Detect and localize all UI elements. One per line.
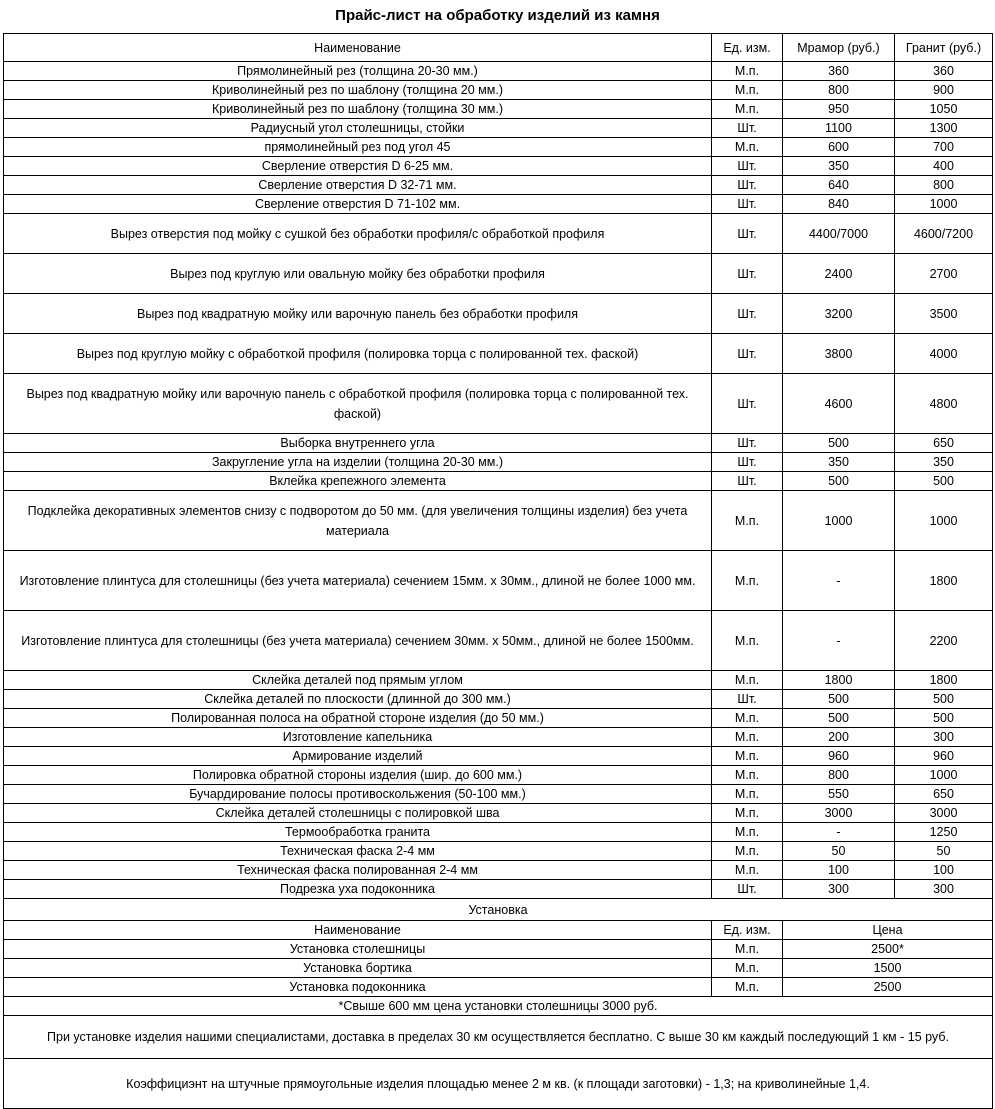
delivery-note: При установке изделия нашими специалистами, доставка в пределах 30 км осуществляется бесплатно. С выше 30 км каждый последующий 1 км - 15 руб. <box>4 1016 993 1059</box>
row-marble: 3800 <box>783 334 895 374</box>
row-marble: - <box>783 611 895 671</box>
table-row <box>4 100 993 119</box>
row-unit: М.п. <box>712 728 783 747</box>
row-unit: М.п. <box>712 709 783 728</box>
row-marble: 4600 <box>783 374 895 434</box>
installation-unit: М.п. <box>712 978 783 997</box>
installation-section-row <box>4 899 993 921</box>
row-granite: 500 <box>895 472 993 491</box>
row-name: Бучардирование полосы противоскольжения (50-100 мм.) <box>4 785 712 804</box>
row-name: Сверление отверстия D 71-102 мм. <box>4 195 712 214</box>
table-row <box>4 728 993 747</box>
table-row <box>4 138 993 157</box>
delivery-note-row <box>4 1016 993 1059</box>
installation-name: Установка столешницы <box>4 940 712 959</box>
row-unit: М.п. <box>712 138 783 157</box>
row-unit: Шт. <box>712 157 783 176</box>
table-row <box>4 690 993 709</box>
row-unit: Шт. <box>712 472 783 491</box>
row-marble: 500 <box>783 472 895 491</box>
row-granite: 350 <box>895 453 993 472</box>
row-marble: 500 <box>783 709 895 728</box>
row-unit: Шт. <box>712 434 783 453</box>
row-granite: 2700 <box>895 254 993 294</box>
row-granite: 1250 <box>895 823 993 842</box>
row-marble: 1100 <box>783 119 895 138</box>
row-marble: 4400/7000 <box>783 214 895 254</box>
row-marble: 960 <box>783 747 895 766</box>
installation-header-row <box>4 921 993 940</box>
row-name: Вклейка крепежного элемента <box>4 472 712 491</box>
installation-row <box>4 959 993 978</box>
table-row <box>4 785 993 804</box>
row-granite: 500 <box>895 690 993 709</box>
row-granite: 50 <box>895 842 993 861</box>
row-name: Криволинейный рез по шаблону (толщина 30 мм.) <box>4 100 712 119</box>
row-name: Выборка внутреннего угла <box>4 434 712 453</box>
table-row <box>4 176 993 195</box>
row-name: Полировка обратной стороны изделия (шир. до 600 мм.) <box>4 766 712 785</box>
row-marble: 840 <box>783 195 895 214</box>
row-name: Склейка деталей по плоскости (длинной до 300 мм.) <box>4 690 712 709</box>
row-name: Вырез под квадратную мойку или варочную панель с обработкой профиля (полировка торца с полированной тех. фаской) <box>4 374 712 434</box>
row-unit: М.п. <box>712 81 783 100</box>
installation-footnote: *Свыше 600 мм цена установки столешницы 3000 руб. <box>4 997 993 1016</box>
row-granite: 1000 <box>895 491 993 551</box>
row-granite: 300 <box>895 728 993 747</box>
table-row <box>4 747 993 766</box>
row-name: Вырез отверстия под мойку с сушкой без обработки профиля/с обработкой профиля <box>4 214 712 254</box>
row-granite: 4000 <box>895 334 993 374</box>
row-name: Криволинейный рез по шаблону (толщина 20 мм.) <box>4 81 712 100</box>
row-granite: 1300 <box>895 119 993 138</box>
row-marble: 1000 <box>783 491 895 551</box>
installation-row <box>4 940 993 959</box>
row-granite: 1000 <box>895 766 993 785</box>
row-granite: 3500 <box>895 294 993 334</box>
row-granite: 650 <box>895 785 993 804</box>
table-row <box>4 804 993 823</box>
row-unit: Шт. <box>712 176 783 195</box>
installation-price: 1500 <box>783 959 993 978</box>
row-name: прямолинейный рез под угол 45 <box>4 138 712 157</box>
row-name: Склейка деталей столешницы с полировкой шва <box>4 804 712 823</box>
row-marble: 640 <box>783 176 895 195</box>
table-row <box>4 434 993 453</box>
table-row <box>4 334 993 374</box>
row-name: Радиусный угол столешницы, стойки <box>4 119 712 138</box>
row-granite: 700 <box>895 138 993 157</box>
row-unit: М.п. <box>712 491 783 551</box>
installation-header-price: Цена <box>783 921 993 940</box>
row-name: Прямолинейный рез (толщина 20-30 мм.) <box>4 62 712 81</box>
installation-unit: М.п. <box>712 940 783 959</box>
row-unit: М.п. <box>712 551 783 611</box>
coefficient-note: Коэффициэнт на штучные прямоугольные изделия площадью менее 2 м кв. (к площади заготовки) - 1,3; на криволинейные 1,4. <box>4 1059 993 1109</box>
table-row <box>4 823 993 842</box>
price-table <box>3 33 993 1109</box>
row-granite: 4600/7200 <box>895 214 993 254</box>
row-marble: 600 <box>783 138 895 157</box>
row-unit: Шт. <box>712 254 783 294</box>
row-unit: М.п. <box>712 611 783 671</box>
row-marble: - <box>783 823 895 842</box>
row-name: Сверление отверстия D 6-25 мм. <box>4 157 712 176</box>
row-marble: 50 <box>783 842 895 861</box>
table-row <box>4 880 993 899</box>
coefficient-note-row <box>4 1059 993 1109</box>
row-name: Закругление угла на изделии (толщина 20-30 мм.) <box>4 453 712 472</box>
row-granite: 1000 <box>895 195 993 214</box>
installation-name: Установка подоконника <box>4 978 712 997</box>
row-unit: М.п. <box>712 100 783 119</box>
table-row <box>4 81 993 100</box>
row-granite: 1800 <box>895 671 993 690</box>
row-name: Армирование изделий <box>4 747 712 766</box>
row-marble: 350 <box>783 157 895 176</box>
row-name: Изготовление плинтуса для столешницы (без учета материала) сечением 15мм. х 30мм., длиной не более 1000 мм. <box>4 551 712 611</box>
row-unit: Шт. <box>712 195 783 214</box>
row-granite: 400 <box>895 157 993 176</box>
row-unit: Шт. <box>712 294 783 334</box>
row-marble: 360 <box>783 62 895 81</box>
row-granite: 4800 <box>895 374 993 434</box>
row-marble: 500 <box>783 434 895 453</box>
installation-price: 2500 <box>783 978 993 997</box>
table-row <box>4 671 993 690</box>
row-unit: Шт. <box>712 214 783 254</box>
header-granite: Гранит (руб.) <box>895 34 993 62</box>
row-marble: 800 <box>783 766 895 785</box>
row-marble: - <box>783 551 895 611</box>
row-unit: Шт. <box>712 690 783 709</box>
footnote-row <box>4 997 993 1016</box>
row-unit: Шт. <box>712 119 783 138</box>
table-row <box>4 453 993 472</box>
row-name: Техническая фаска полированная 2-4 мм <box>4 861 712 880</box>
row-marble: 350 <box>783 453 895 472</box>
row-unit: М.п. <box>712 861 783 880</box>
installation-row <box>4 978 993 997</box>
table-row <box>4 472 993 491</box>
row-marble: 800 <box>783 81 895 100</box>
row-unit: М.п. <box>712 785 783 804</box>
installation-section-title: Установка <box>4 899 993 921</box>
row-granite: 900 <box>895 81 993 100</box>
table-row <box>4 157 993 176</box>
installation-header-unit: Ед. изм. <box>712 921 783 940</box>
table-row <box>4 62 993 81</box>
row-granite: 650 <box>895 434 993 453</box>
table-row <box>4 611 993 671</box>
table-row <box>4 551 993 611</box>
row-unit: Шт. <box>712 880 783 899</box>
row-unit: М.п. <box>712 804 783 823</box>
row-name: Подклейка декоративных элементов снизу с подворотом до 50 мм. (для увеличения толщины изделия) без учета материала <box>4 491 712 551</box>
row-name: Изготовление капельника <box>4 728 712 747</box>
row-marble: 1800 <box>783 671 895 690</box>
table-row <box>4 842 993 861</box>
row-marble: 550 <box>783 785 895 804</box>
table-row <box>4 374 993 434</box>
page-title: Прайс-лист на обработку изделий из камня <box>335 7 660 24</box>
table-row <box>4 214 993 254</box>
row-unit: М.п. <box>712 62 783 81</box>
table-row <box>4 709 993 728</box>
installation-unit: М.п. <box>712 959 783 978</box>
row-marble: 950 <box>783 100 895 119</box>
table-row <box>4 491 993 551</box>
row-name: Полированная полоса на обратной стороне изделия (до 50 мм.) <box>4 709 712 728</box>
table-row <box>4 294 993 334</box>
table-row <box>4 766 993 785</box>
header-name: Наименование <box>4 34 712 62</box>
row-granite: 500 <box>895 709 993 728</box>
row-granite: 800 <box>895 176 993 195</box>
row-unit: М.п. <box>712 823 783 842</box>
row-name: Термообработка гранита <box>4 823 712 842</box>
table-header-row <box>4 34 993 62</box>
row-marble: 200 <box>783 728 895 747</box>
row-name: Изготовление плинтуса для столешницы (без учета материала) сечением 30мм. х 50мм., длиной не более 1500мм. <box>4 611 712 671</box>
row-marble: 100 <box>783 861 895 880</box>
row-unit: Шт. <box>712 453 783 472</box>
row-marble: 3000 <box>783 804 895 823</box>
row-unit: Шт. <box>712 334 783 374</box>
row-name: Вырез под круглую мойку с обработкой профиля (полировка торца с полированной тех. фаской) <box>4 334 712 374</box>
row-name: Сверление отверстия D 32-71 мм. <box>4 176 712 195</box>
row-unit: Шт. <box>712 374 783 434</box>
table-row <box>4 119 993 138</box>
row-granite: 360 <box>895 62 993 81</box>
header-marble: Мрамор (руб.) <box>783 34 895 62</box>
row-granite: 2200 <box>895 611 993 671</box>
row-unit: М.п. <box>712 747 783 766</box>
row-granite: 1800 <box>895 551 993 611</box>
row-name: Подрезка уха подоконника <box>4 880 712 899</box>
row-granite: 1050 <box>895 100 993 119</box>
row-unit: М.п. <box>712 766 783 785</box>
row-name: Вырез под квадратную мойку или варочную панель без обработки профиля <box>4 294 712 334</box>
installation-name: Установка бортика <box>4 959 712 978</box>
row-marble: 500 <box>783 690 895 709</box>
row-marble: 2400 <box>783 254 895 294</box>
row-unit: М.п. <box>712 842 783 861</box>
row-name: Склейка деталей под прямым углом <box>4 671 712 690</box>
header-unit: Ед. изм. <box>712 34 783 62</box>
row-unit: М.п. <box>712 671 783 690</box>
row-name: Вырез под круглую или овальную мойку без обработки профиля <box>4 254 712 294</box>
installation-header-name: Наименование <box>4 921 712 940</box>
table-row <box>4 861 993 880</box>
row-marble: 3200 <box>783 294 895 334</box>
table-row <box>4 254 993 294</box>
row-granite: 100 <box>895 861 993 880</box>
row-granite: 960 <box>895 747 993 766</box>
row-name: Техническая фаска 2-4 мм <box>4 842 712 861</box>
row-granite: 300 <box>895 880 993 899</box>
row-granite: 3000 <box>895 804 993 823</box>
table-row <box>4 195 993 214</box>
row-marble: 300 <box>783 880 895 899</box>
installation-price: 2500* <box>783 940 993 959</box>
